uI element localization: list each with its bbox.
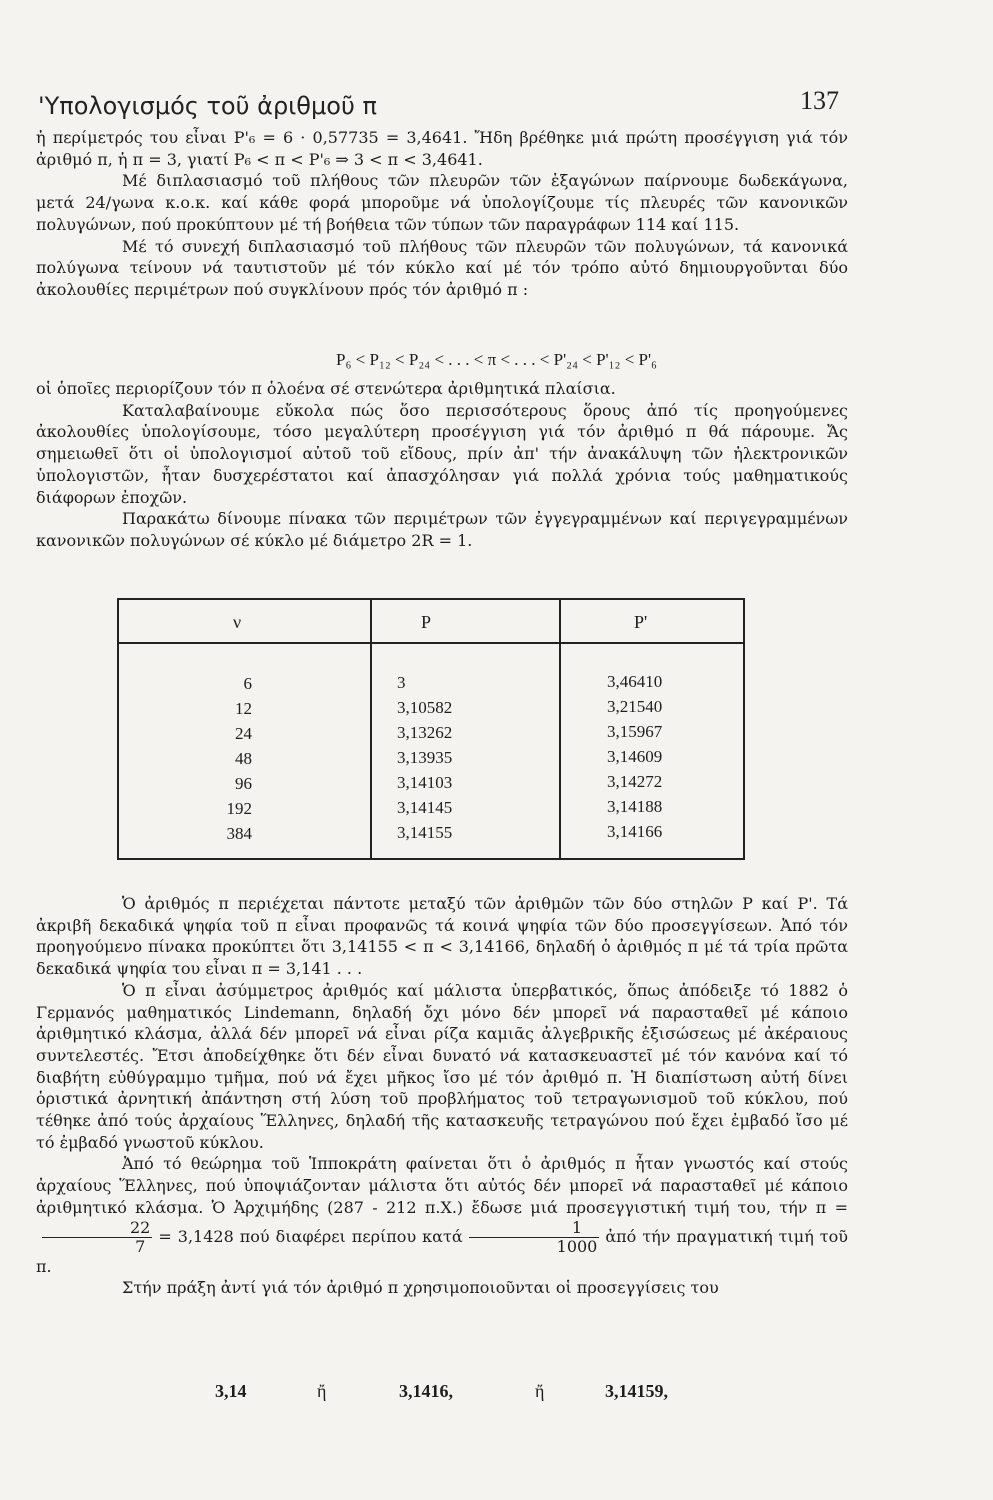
table-cell: 3,14188: [607, 797, 663, 816]
table-cell: 3,21540: [607, 697, 663, 716]
perimeter-table: [117, 598, 745, 860]
text-block-middle: [36, 378, 848, 552]
table-header-p-prime: P': [634, 612, 648, 632]
paragraph-9-middle: = 3,1428 πού διαφέρει περίπου κατά: [158, 1226, 463, 1246]
table-cell: 48: [235, 749, 252, 768]
table-cell: 24: [235, 724, 252, 743]
paragraph-9: [36, 1153, 848, 1277]
table-header-n: ν: [233, 612, 242, 632]
paragraph-6: Παρακάτω δίνουμε πίνακα τῶν περιμέτρων τῶν ἐγγεγραμμένων καί περιγεγραμμένων κανονικῶν πολυγώνων σέ κύκλο μέ διάμετρο 2R = 1.: [36, 509, 848, 550]
inequality-formula: P₆ < P₁₂ < P₂₄ < . . . < π < . . . < P'₂₄ < P'₁₂ < P'₆: [336, 350, 657, 369]
table-cell: 3,14155: [397, 823, 453, 842]
text-block-bottom: [36, 893, 848, 1299]
table-cell: 3,14609: [607, 747, 663, 766]
table-cell: 12: [235, 699, 252, 718]
approx-value-2: 3,1416,: [399, 1381, 453, 1401]
table-cell: 6: [243, 674, 252, 693]
table-column-divider: [370, 600, 372, 858]
table-cell: 3,13262: [397, 723, 453, 742]
fraction-numerator: 22: [42, 1219, 152, 1238]
paragraph-9-start: Ἀπό τό θεώρημα τοῦ Ἱπποκράτη φαίνεται ὅτι ὁ ἀριθμός π ἦταν γνωστός καί στούς ἀρχαίους Ἕλληνες, πού ὑποψιάζονταν μάλιστα ὅτι αὐτός δέν μπορεῖ νά παρασταθεῖ μέ κάποιο ἀριθμητικό κλάσμα. Ὁ Ἀρχιμήδης (287 - 212 π.Χ.) ἔδωσε μιά προσεγγιστική τιμή του, τήν π =: [36, 1154, 848, 1217]
table-cell: 3,14145: [397, 798, 453, 817]
table-header-p: P: [421, 612, 432, 632]
table-cell: 3,15967: [607, 722, 663, 741]
paragraph-8: Ὁ π εἶναι ἀσύμμετρος ἀριθμός καί μάλιστα ὑπερβατικός, ὅπως ἀπόδειξε τό 1882 ὁ Γερμανός μαθηματικός Lindemann, δηλαδή ὄχι μόνο δέν μπορεῖ νά παρασταθεῖ μέ κάποιο ἀριθμητικό κλάσμα, ἀλλά δέν μπορεῖ νά εἶναι ρίζα καμιᾶς ἀλγεβρικῆς ἐξισώσεως μέ ἀκέραιους συντελεστές. Ἔτσι ἀποδείχθηκε ὅτι δέν εἶναι δυνατό νά κατασκευαστεῖ μέ τόν κανόνα καί τό διαβήτη εὐθύγραμμο τμῆμα, πού νά ἔχει μῆκος ἴσο μέ τόν ἀριθμό π. Ἡ διαπίστωση αὐτή δίνει ὁριστικά ἀρνητική ἀπάντηση στή λύση τοῦ προβλήματος τοῦ τετραγωνισμοῦ τοῦ κύκλου, πού τέθηκε ἀπό τούς ἀρχαίους Ἕλληνες, δηλαδή τῆς κατασκευῆς τετραγώνου πού ἔχει ἐμβαδό ἴσο μέ τό ἐμβαδό γνωστοῦ κύκλου.: [36, 980, 848, 1152]
table-cell: 3,14103: [397, 773, 453, 792]
fraction-22-over-7: [42, 1219, 152, 1256]
text-block-top: [36, 127, 848, 301]
table-cell: 96: [235, 774, 252, 793]
approx-value-3: 3,14159,: [605, 1381, 668, 1401]
fraction-1-over-1000: [469, 1219, 600, 1256]
or-word: ἤ: [317, 1381, 327, 1401]
table-column-n: [227, 671, 253, 846]
table-column-p: [397, 670, 452, 845]
table-cell: 3,14166: [607, 822, 663, 841]
paragraph-5: Καταλαβαίνουμε εὔκολα πώς ὅσο περισσότερους ὅρους ἀπό τίς προηγούμενες ἀκολουθίες ὑπολογίσουμε, τόσο μεγαλύτερη προσέγγιση γιά τόν ἀριθμό π θά πάρουμε. Ἄς σημειωθεῖ ὅτι οἱ ὑπολογισμοί αὐτοῦ τοῦ εἴδους, πρίν ἀπ' τήν ἀνακάλυψη τῶν ἠλεκτρονικῶν ὑπολογιστῶν, ἦταν δυσχερέστατοι καί ἀπασχόλησαν γιά πολλά χρόνια τούς μαθηματικούς διάφορων ἐποχῶν.: [36, 400, 848, 507]
paragraph-1: ἡ περίμετρός του εἶναι P'₆ = 6 · 0,57735 = 3,4641. Ἤδη βρέθηκε μιά πρώτη προσέγγιση γιά τόν ἀριθμό π, ἡ π = 3, γιατί P₆ < π < P'₆ ⇒ 3 < π < 3,4641.: [36, 128, 848, 169]
paragraph-9-end: ἀπό τήν πραγματική τιμή τοῦ π.: [36, 1226, 849, 1276]
page-number: 137: [800, 86, 839, 115]
table-column-p-prime: [607, 669, 662, 844]
running-header-title: 'Υπολογισμός τοῦ ἀριθμοῦ π: [38, 92, 377, 120]
fraction-numerator: 1: [469, 1219, 600, 1238]
fraction-denominator: 1000: [556, 1236, 598, 1256]
paragraph-7: Ὁ ἀριθμός π περιέχεται πάντοτε μεταξύ τῶν ἀριθμῶν τῶν δύο στηλῶν P καί P'. Τά ἀκριβῆ δεκαδικά ψηφία τοῦ π εἶναι προφανῶς τά κοινά ψηφία τῶν δύο προσεγγίσεων. Ἀπό τόν προηγούμενο πίνακα προκύπτει ὅτι 3,14155 < π < 3,14166, δηλαδή ὁ ἀριθμός π μέ τά τρία πρῶτα δεκαδικά ψηφία του εἶναι π = 3,141 . . .: [36, 894, 848, 979]
paragraph-3: Μέ τό συνεχή διπλασιασμό τοῦ πλήθους τῶν πλευρῶν τῶν πολυγώνων, τά κανονικά πολύγωνα τείνουν νά ταυτιστοῦν μέ τόν κύκλο καί μέ τόν τρόπο αὐτό δημιουργοῦνται δύο ἀκολουθίες περιμέτρων πού συγκλίνουν πρός τόν ἀριθμό π :: [36, 236, 848, 299]
table-cell: 3,13935: [397, 748, 453, 767]
table-cell: 3,14272: [607, 772, 663, 791]
approx-value-1: 3,14: [215, 1381, 247, 1401]
fraction-denominator: 7: [135, 1236, 146, 1256]
table-cell: 384: [226, 824, 252, 843]
paragraph-2: Μέ διπλασιασμό τοῦ πλήθους τῶν πλευρῶν τῶν ἑξαγώνων παίρνουμε δωδεκάγωνα, μετά 24/γωνα κ.ο.κ. καί κάθε φορά μποροῦμε νά ὑπολογίζουμε τίς πλευρές τῶν κανονικῶν πολυγώνων, πού προκύπτουν μέ τή βοήθεια τῶν τύπων τῶν παραγράφων 114 καί 115.: [36, 171, 848, 234]
table-column-divider: [559, 600, 561, 858]
table-cell: 3,10582: [397, 698, 453, 717]
table-cell: 3: [397, 673, 406, 692]
or-word: ἤ: [535, 1381, 545, 1401]
table-header-divider: [119, 642, 743, 644]
table-cell: 3,46410: [607, 672, 663, 691]
table-cell: 192: [226, 799, 252, 818]
paragraph-4: οἱ ὁποῖες περιορίζουν τόν π ὁλοένα σέ στενώτερα ἀριθμητικά πλαίσια.: [36, 379, 616, 398]
paragraph-10: Στήν πράξη ἀντί γιά τόν ἀριθμό π χρησιμοποιοῦνται οἱ προσεγγίσεις του: [122, 1278, 719, 1298]
